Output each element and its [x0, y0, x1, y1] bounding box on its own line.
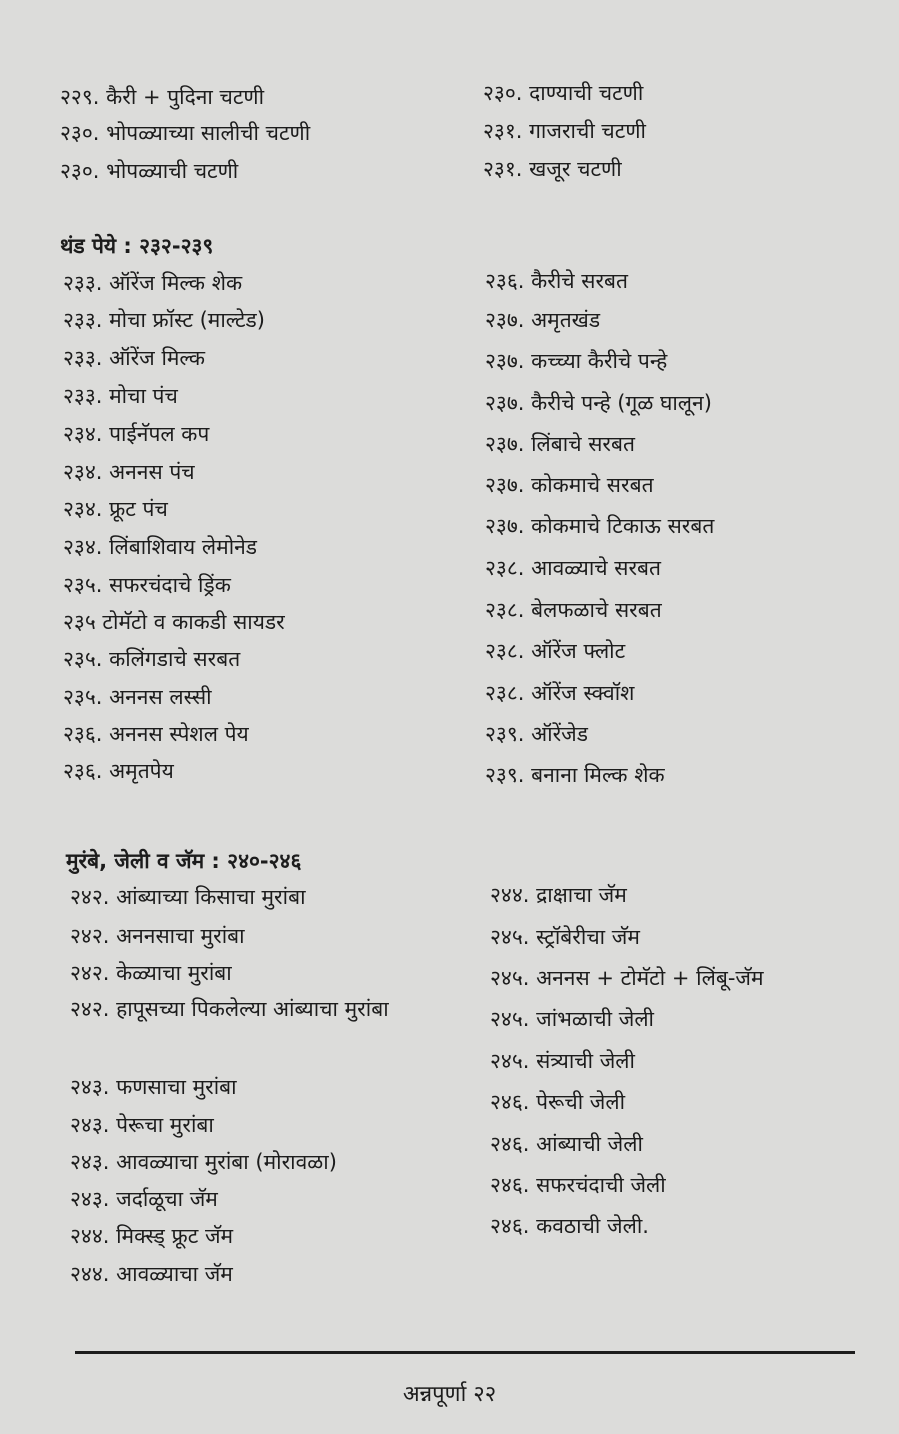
- list-item: २४२. केळ्याचा मुरांबा: [70, 961, 232, 985]
- list-item: २३७. लिंबाचे सरबत: [485, 432, 635, 456]
- list-item: २३७. कैरीचे पन्हे (गूळ घालून): [485, 391, 712, 415]
- list-item: २४४. द्राक्षाचा जॅम: [490, 883, 627, 907]
- list-item: २३६. कैरीचे सरबत: [485, 269, 629, 293]
- list-item: २३६. अमृतपेय: [63, 759, 174, 783]
- list-item: २३०. भोपळ्याच्या सालीची चटणी: [60, 121, 311, 145]
- list-item: २३५. कलिंगडाचे सरबत: [63, 647, 241, 671]
- list-item: २४६. सफरचंदाची जेली: [490, 1173, 666, 1197]
- page-footer: अन्नपूर्णा २२: [402, 1382, 497, 1407]
- list-item: २३७. कच्च्या कैरीचे पन्हे: [485, 349, 668, 373]
- list-item: २४६. कवठाची जेली.: [490, 1214, 649, 1238]
- list-item: २३१. गाजराची चटणी: [483, 119, 646, 143]
- list-item: २४६. आंब्याची जेली: [490, 1132, 643, 1156]
- list-item: २४५. संत्र्याची जेली: [490, 1049, 635, 1073]
- list-item: २३८. ऑरेंज स्क्वॉश: [485, 681, 635, 705]
- list-item: २३३. ऑरेंज मिल्क: [63, 346, 206, 370]
- list-item: २३३. मोचा पंच: [63, 384, 178, 408]
- list-item: २२९. कैरी + पुदिना चटणी: [60, 85, 265, 109]
- list-item: २४२. आंब्याच्या किसाचा मुरांबा: [70, 885, 306, 909]
- list-item: २३४. लिंबाशिवाय लेमोनेड: [63, 535, 258, 559]
- list-item: २४४. आवळ्याचा जॅम: [70, 1262, 233, 1286]
- list-item: २३८. ऑरेंज फ्लोट: [485, 639, 626, 663]
- list-item: २३४. अननस पंच: [63, 460, 195, 484]
- list-item: २३९. बनाना मिल्क शेक: [485, 763, 665, 787]
- list-item: २४५. जांभळाची जेली: [490, 1007, 655, 1031]
- list-item-multiline: २४२. हापूसच्या पिकलेल्या आंब्याचा मुरांबा: [70, 997, 389, 1021]
- list-item: २४५. अननस + टोमॅटो + लिंबू-जॅम: [490, 966, 764, 990]
- list-item: २३८. बेलफळाचे सरबत: [485, 598, 662, 622]
- list-item: २३७. अमृतखंड: [485, 308, 601, 332]
- footer-divider: [75, 1351, 855, 1354]
- list-item: २४३. फणसाचा मुरांबा: [70, 1075, 237, 1099]
- list-item: २३५. सफरचंदाचे ड्रिंक: [63, 573, 231, 597]
- list-item: २३८. आवळ्याचे सरबत: [485, 556, 662, 580]
- list-item: २३०. भोपळ्याची चटणी: [60, 159, 239, 183]
- section-heading-jams: मुरंबे, जेली व जॅम : २४०-२४६: [66, 849, 302, 873]
- list-item: २४३. जर्दाळूचा जॅम: [70, 1187, 218, 1211]
- list-item: २३४. फ्रूट पंच: [63, 497, 168, 521]
- list-item: २३१. खजूर चटणी: [483, 157, 622, 181]
- list-item: २३३. मोचा फ्रॉस्ट (माल्टेड): [63, 308, 265, 332]
- list-item: २४३. पेरूचा मुरांबा: [70, 1113, 214, 1137]
- list-item: २४३. आवळ्याचा मुरांबा (मोरावळा): [70, 1150, 337, 1174]
- list-item: २३७. कोकमाचे सरबत: [485, 473, 654, 497]
- list-item: २३३. ऑरेंज मिल्क शेक: [63, 271, 243, 295]
- section-heading-drinks: थंड पेये : २३२-२३९: [60, 234, 214, 258]
- list-item: २३९. ऑरेंजेड: [485, 722, 588, 746]
- list-item: २३७. कोकमाचे टिकाऊ सरबत: [485, 514, 715, 538]
- list-item: २३५. अननस लस्सी: [63, 685, 212, 709]
- list-item: २४२. अननसाचा मुरांबा: [70, 924, 245, 948]
- list-item: २४४. मिक्स्ड् फ्रूट जॅम: [70, 1224, 234, 1248]
- list-item: २३५ टोमॅटो व काकडी सायडर: [63, 610, 285, 634]
- list-item: २३६. अननस स्पेशल पेय: [63, 722, 249, 746]
- list-item: २३०. दाण्याची चटणी: [483, 81, 644, 105]
- list-item: २४५. स्ट्रॉबेरीचा जॅम: [490, 925, 640, 949]
- list-item: २३४. पाईनॅपल कप: [63, 422, 210, 446]
- list-item: २४६. पेरूची जेली: [490, 1090, 626, 1114]
